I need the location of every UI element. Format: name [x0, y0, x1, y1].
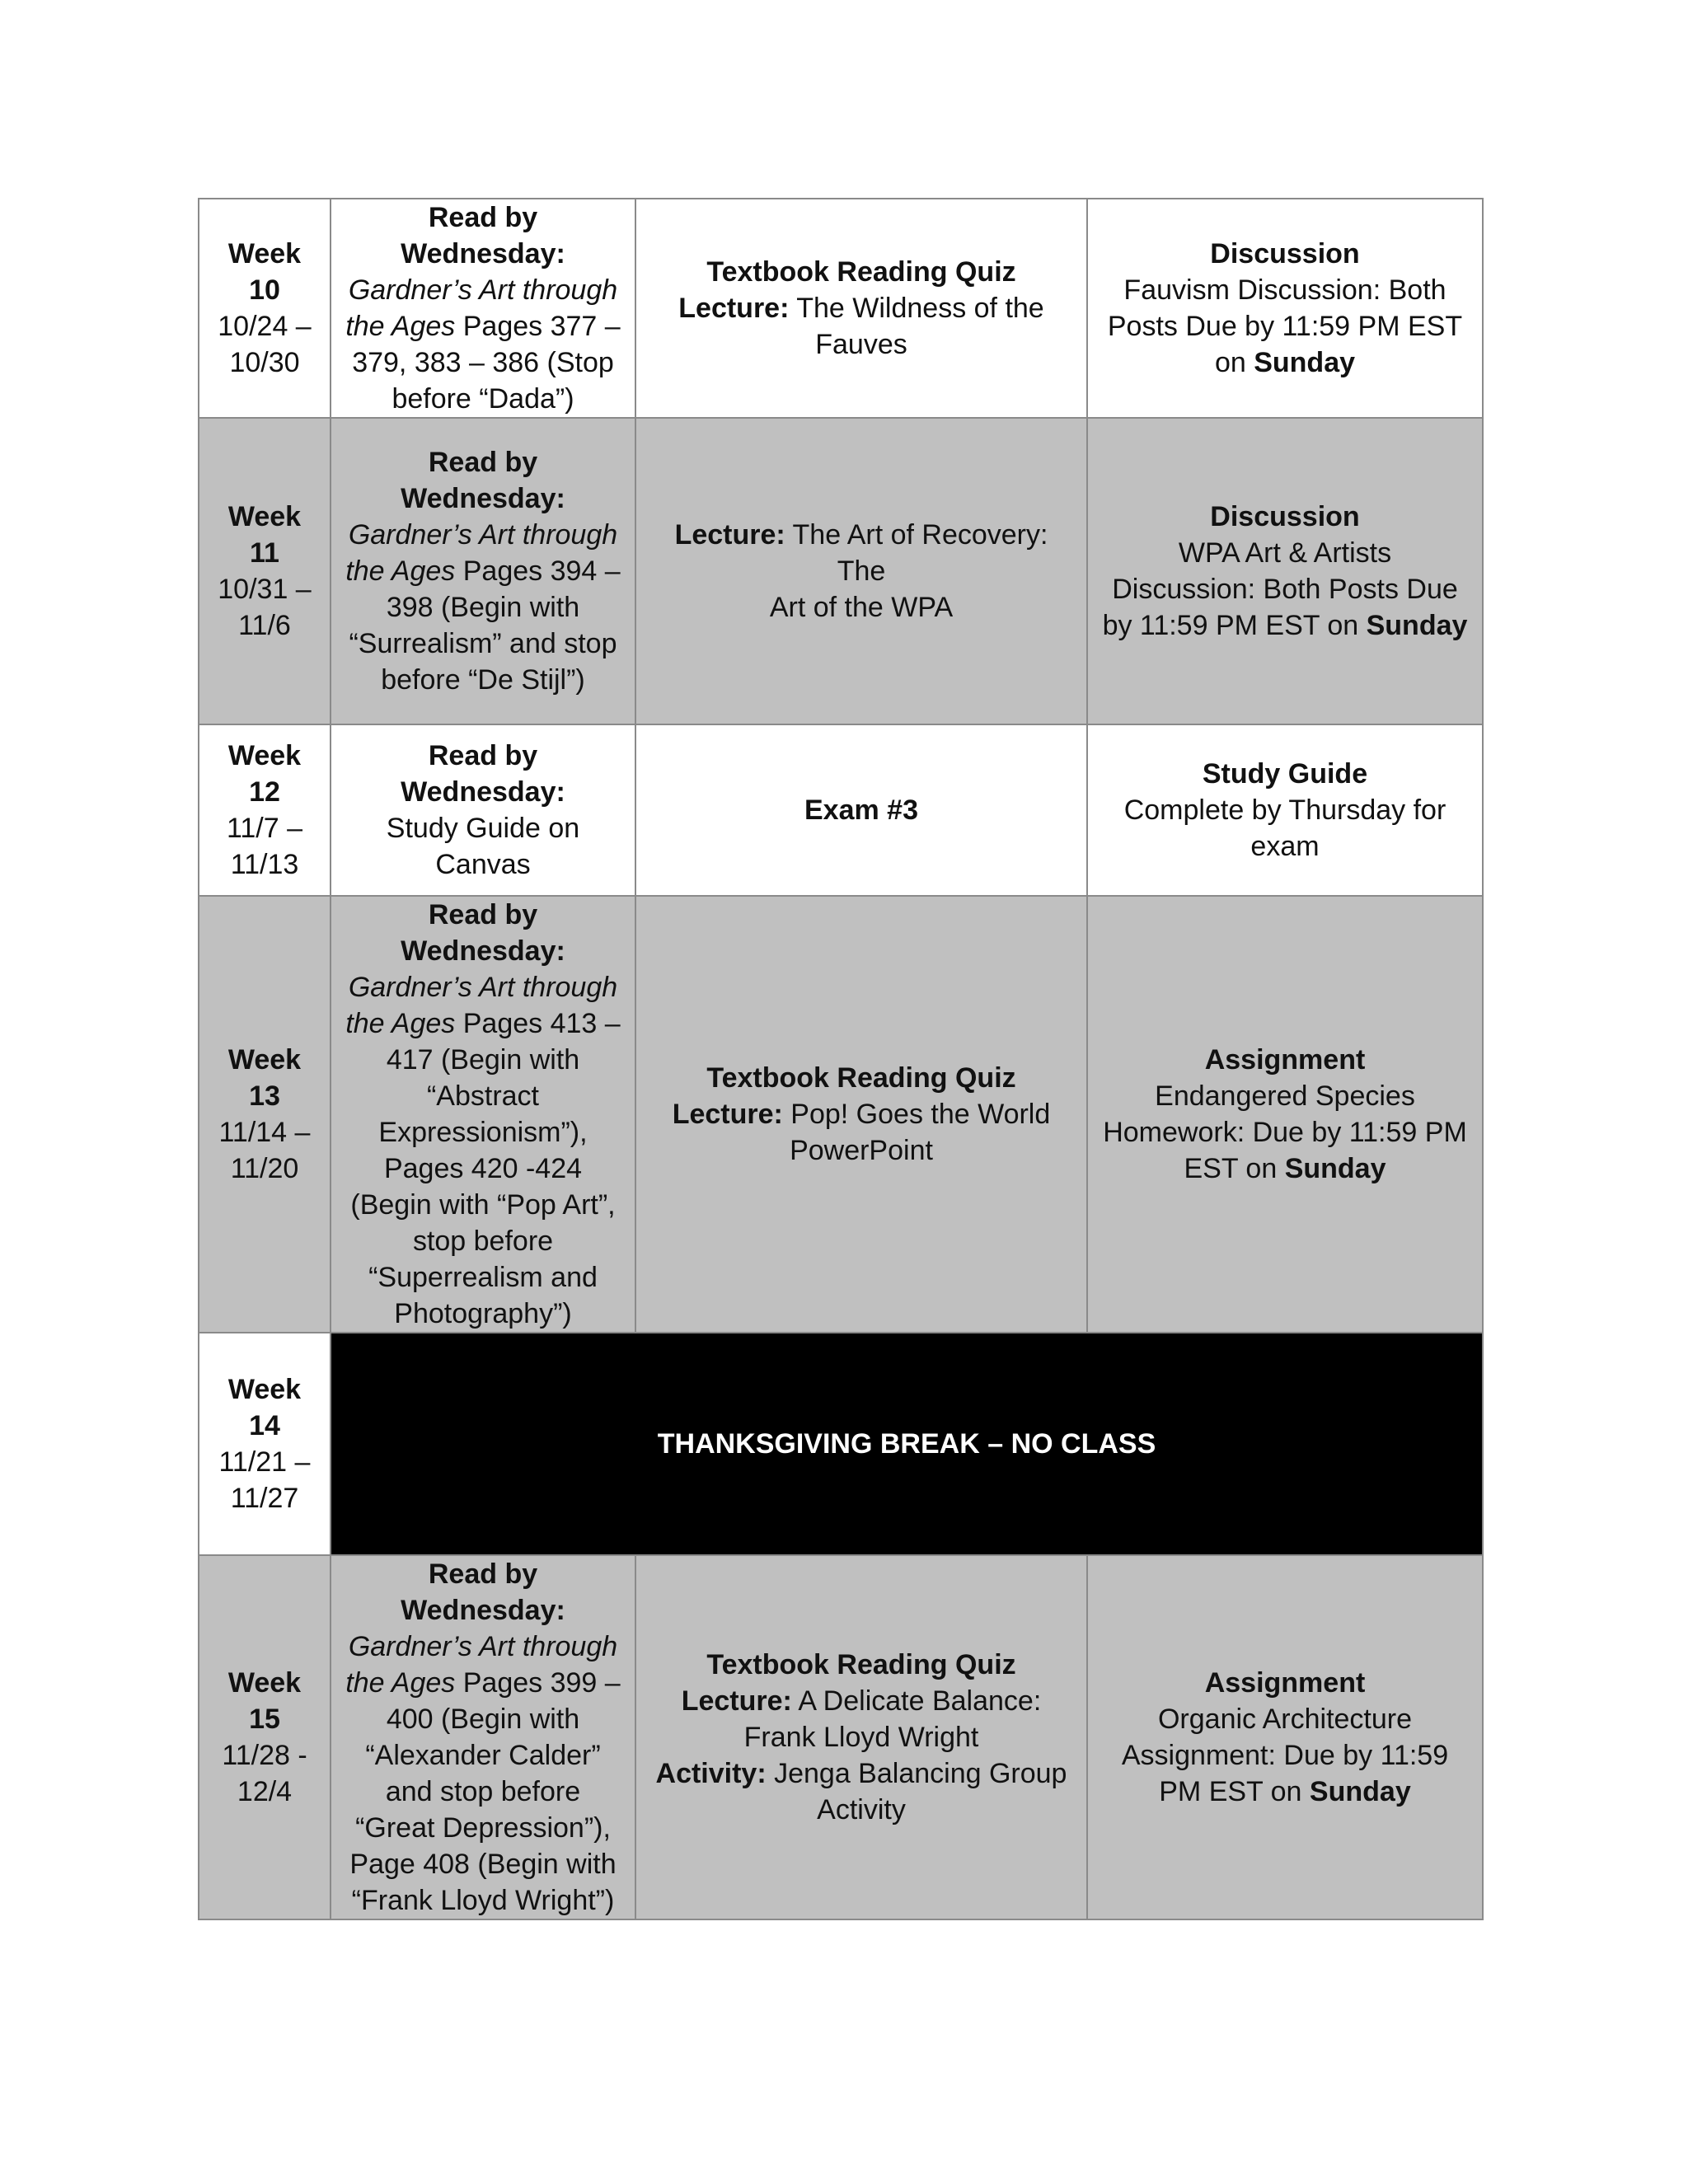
lecture-cell	[635, 896, 1087, 1333]
week-cell	[199, 724, 331, 896]
week-number: 15	[249, 1704, 280, 1735]
task-cell	[1087, 418, 1483, 724]
week-cell	[199, 896, 331, 1333]
text-line	[1100, 1042, 1470, 1078]
text-run: Sunday	[1366, 610, 1468, 641]
reading-text	[343, 969, 623, 1332]
text-line	[1100, 499, 1470, 535]
text-line	[343, 662, 623, 698]
text-line	[343, 1774, 623, 1810]
text-line	[343, 1296, 623, 1332]
text-line	[343, 1151, 623, 1187]
text-run: Discussion: Both Posts Due	[1112, 574, 1458, 605]
lecture-text	[648, 1060, 1075, 1169]
text-line	[648, 792, 1075, 828]
text-run: Frank Lloyd Wright	[743, 1722, 979, 1753]
text-line	[648, 1683, 1075, 1719]
week-label: Week	[227, 740, 302, 771]
text-run: Exam #3	[804, 794, 918, 826]
text-line	[343, 969, 623, 1005]
reading-text	[343, 1629, 623, 1919]
text-run: “Frank Lloyd Wright”)	[351, 1885, 615, 1916]
week-row-13	[199, 896, 1483, 1333]
task-cell	[1087, 1555, 1483, 1919]
text-line	[343, 1078, 623, 1114]
text-run: Gardner’s Art through	[348, 972, 618, 1003]
text-line	[1100, 571, 1470, 607]
week-row-15	[199, 1555, 1483, 1919]
text-run: Page 408 (Begin with	[349, 1849, 617, 1880]
text-line	[1100, 344, 1470, 381]
task-cell	[1087, 199, 1483, 418]
text-run: “Surrealism” and stop	[349, 628, 617, 659]
text-run: Activity:	[655, 1758, 767, 1789]
text-line	[343, 846, 623, 883]
week-cell	[199, 418, 331, 724]
text-run: Gardner’s Art through	[348, 274, 618, 306]
week-number: 13	[249, 1080, 280, 1112]
text-line	[343, 272, 623, 308]
week-number: 12	[249, 776, 280, 808]
text-line	[343, 1882, 623, 1919]
reading-text	[343, 517, 623, 698]
task-text	[1100, 236, 1470, 381]
text-run: the Ages	[345, 311, 456, 342]
reading-heading: Read by Wednesday:	[401, 447, 565, 514]
text-run: PowerPoint	[790, 1135, 933, 1166]
text-run: 379, 383 – 386 (Stop	[352, 347, 614, 378]
week-label: Week	[227, 501, 302, 532]
text-run: Sunday	[1284, 1153, 1386, 1184]
text-run: “Alexander Calder”	[365, 1740, 601, 1771]
text-run: the Ages	[345, 555, 456, 587]
text-line	[343, 1810, 623, 1846]
text-line	[648, 1060, 1075, 1096]
week-label: Week	[227, 1667, 302, 1699]
text-run: Art of the WPA	[769, 592, 954, 623]
text-run: Fauves	[815, 329, 907, 360]
reading-heading: Read by Wednesday:	[401, 740, 565, 808]
text-run: by 11:59 PM EST on	[1102, 610, 1367, 641]
text-run: Pages 377 –	[455, 311, 621, 342]
text-run: Assignment	[1204, 1667, 1366, 1699]
text-run: the Ages	[345, 1667, 456, 1699]
text-line	[343, 1629, 623, 1665]
reading-text	[343, 272, 623, 417]
text-run: Organic Architecture	[1157, 1704, 1413, 1735]
reading-heading: Read by Wednesday:	[401, 899, 565, 967]
text-line	[343, 1042, 623, 1078]
text-run: 398 (Begin with	[386, 592, 580, 623]
week-label: Week	[227, 1044, 302, 1076]
text-run: on	[1214, 347, 1254, 378]
lecture-text	[648, 517, 1075, 626]
text-line	[343, 308, 623, 344]
text-line	[1100, 1665, 1470, 1701]
text-line	[1100, 1737, 1470, 1774]
text-run: Discussion	[1210, 238, 1360, 269]
text-run: Lecture:	[681, 1685, 792, 1717]
reading-cell	[331, 724, 635, 896]
text-line	[343, 589, 623, 626]
reading-heading: Read by Wednesday:	[401, 1558, 565, 1626]
task-cell	[1087, 724, 1483, 896]
task-text	[1100, 1665, 1470, 1810]
week-dates-start: 11/7 –	[226, 813, 302, 844]
week-dates-start: 10/24 –	[218, 311, 312, 342]
text-run: Complete by Thursday for	[1123, 794, 1447, 826]
week-dates-end: 11/13	[230, 849, 299, 880]
text-line	[343, 810, 623, 846]
text-line	[1100, 308, 1470, 344]
text-line	[648, 326, 1075, 363]
text-run: The Wildness of the	[789, 293, 1044, 324]
text-line	[648, 589, 1075, 626]
week-dates-start: 11/21 –	[218, 1446, 311, 1478]
reading-heading: Read by Wednesday:	[401, 202, 565, 269]
week-cell	[199, 1333, 331, 1555]
text-line	[343, 1005, 623, 1042]
text-run: Textbook Reading Quiz	[706, 1649, 1016, 1680]
reading-cell	[331, 418, 635, 724]
text-run: Gardner’s Art through	[348, 1631, 618, 1662]
text-run: Endangered Species	[1155, 1080, 1415, 1112]
task-text	[1100, 1042, 1470, 1187]
text-line	[343, 517, 623, 553]
text-run: Fauvism Discussion: Both	[1123, 274, 1447, 306]
text-run: Homework: Due by 11:59 PM	[1103, 1117, 1467, 1148]
week-dates-end: 11/6	[238, 610, 291, 641]
text-run: A Delicate Balance:	[791, 1685, 1042, 1717]
text-line	[648, 1647, 1075, 1683]
text-run: Textbook Reading Quiz	[706, 1062, 1016, 1094]
week-number: 14	[249, 1410, 280, 1441]
text-run: Pages 420 -424	[383, 1153, 583, 1184]
text-line	[1100, 607, 1470, 644]
text-line	[343, 1223, 623, 1259]
week-row-11	[199, 418, 1483, 724]
text-line	[343, 1846, 623, 1882]
lecture-text	[648, 254, 1075, 363]
text-line	[1100, 792, 1470, 828]
week-label: Week	[227, 1374, 302, 1405]
reading-text	[343, 810, 623, 883]
lecture-cell	[635, 1555, 1087, 1919]
text-run: WPA Art & Artists	[1178, 537, 1392, 569]
text-line	[1100, 1701, 1470, 1737]
text-line	[1100, 272, 1470, 308]
text-run: The Art of Recovery: The	[785, 519, 1048, 587]
week-label: Week	[227, 238, 302, 269]
text-line	[648, 1719, 1075, 1755]
text-run: PM EST on	[1159, 1776, 1310, 1807]
text-line	[1100, 535, 1470, 571]
text-run: the Ages	[345, 1008, 456, 1039]
text-run: Gardner’s Art through	[348, 519, 618, 551]
text-run: Posts Due by 11:59 PM EST	[1107, 311, 1463, 342]
week-row-10	[199, 199, 1483, 418]
text-line	[1100, 1078, 1470, 1114]
week-cell	[199, 1555, 331, 1919]
text-run: Pop! Goes the World	[782, 1099, 1051, 1130]
lecture-cell	[635, 418, 1087, 724]
text-run: Study Guide	[1202, 758, 1368, 790]
text-run: Study Guide on	[386, 813, 580, 844]
text-run: 417 (Begin with	[386, 1044, 580, 1076]
week-number: 11	[250, 537, 279, 569]
text-run: Sunday	[1309, 1776, 1411, 1807]
week-dates-end: 12/4	[237, 1776, 293, 1807]
text-run: Discussion	[1210, 501, 1360, 532]
reading-cell	[331, 896, 635, 1333]
reading-cell	[331, 1555, 635, 1919]
text-run: 400 (Begin with	[386, 1704, 580, 1735]
text-run: Photography”)	[394, 1298, 572, 1329]
lecture-text	[648, 1647, 1075, 1828]
week-cell	[199, 199, 331, 418]
text-line	[648, 1755, 1075, 1792]
text-run: Canvas	[435, 849, 531, 880]
task-text	[1100, 499, 1470, 644]
text-line	[343, 553, 623, 589]
text-run: Lecture:	[678, 293, 790, 324]
week-number: 10	[249, 274, 280, 306]
task-text	[1100, 756, 1470, 865]
week-dates-start: 10/31 –	[218, 574, 312, 605]
text-run: Textbook Reading Quiz	[706, 256, 1016, 288]
week-dates-start: 11/14 –	[218, 1117, 311, 1148]
text-line	[343, 1737, 623, 1774]
text-line	[1100, 1774, 1470, 1810]
task-cell	[1087, 896, 1483, 1333]
text-line	[343, 1259, 623, 1296]
text-line	[343, 626, 623, 662]
reading-cell	[331, 199, 635, 418]
text-run: Pages 413 –	[455, 1008, 621, 1039]
text-line	[343, 1665, 623, 1701]
schedule-table	[198, 198, 1484, 1920]
text-line	[343, 1114, 623, 1151]
text-run: Assignment: Due by 11:59	[1121, 1740, 1449, 1771]
lecture-cell	[635, 199, 1087, 418]
text-run: before “Dada”)	[392, 383, 574, 415]
text-run: EST on	[1184, 1153, 1285, 1184]
text-line	[648, 1132, 1075, 1169]
text-run: exam	[1250, 831, 1320, 862]
text-line	[1100, 1114, 1470, 1151]
text-run: Pages 399 –	[455, 1667, 621, 1699]
text-run: before “De Stijl”)	[381, 664, 585, 696]
text-run: “Superrealism and	[368, 1262, 598, 1293]
week-dates-start: 11/28 -	[222, 1740, 307, 1771]
text-run: “Great Depression”),	[355, 1812, 611, 1844]
week-row-12	[199, 724, 1483, 896]
text-run: stop before	[412, 1226, 554, 1257]
thanksgiving-break-banner: THANKSGIVING BREAK – NO CLASS	[331, 1333, 1483, 1555]
text-line	[343, 1701, 623, 1737]
text-run: Pages 394 –	[455, 555, 621, 587]
text-line	[648, 1096, 1075, 1132]
week-dates-end: 10/30	[229, 347, 300, 378]
text-line	[1100, 1151, 1470, 1187]
text-line	[1100, 756, 1470, 792]
text-run: Activity	[817, 1794, 906, 1825]
week-row-14	[199, 1333, 1483, 1555]
week-dates-end: 11/20	[230, 1153, 299, 1184]
text-line	[1100, 828, 1470, 865]
text-run: Sunday	[1254, 347, 1356, 378]
lecture-text	[648, 792, 1075, 828]
text-run: Jenga Balancing Group	[766, 1758, 1067, 1789]
text-run: Lecture:	[672, 1099, 783, 1130]
text-line	[343, 344, 623, 381]
text-line	[1100, 236, 1470, 272]
text-line	[648, 1792, 1075, 1828]
text-line	[648, 290, 1075, 326]
text-run: and stop before	[385, 1776, 581, 1807]
text-line	[648, 254, 1075, 290]
text-run: Expressionism”),	[378, 1117, 588, 1148]
text-line	[343, 381, 623, 417]
lecture-cell	[635, 724, 1087, 896]
text-run: Lecture:	[674, 519, 785, 551]
week-dates-end: 11/27	[230, 1483, 299, 1514]
text-run: Assignment	[1204, 1044, 1366, 1076]
text-run: (Begin with “Pop Art”,	[350, 1189, 616, 1221]
text-line	[343, 1187, 623, 1223]
text-run: “Abstract	[426, 1080, 540, 1112]
text-line	[648, 517, 1075, 589]
